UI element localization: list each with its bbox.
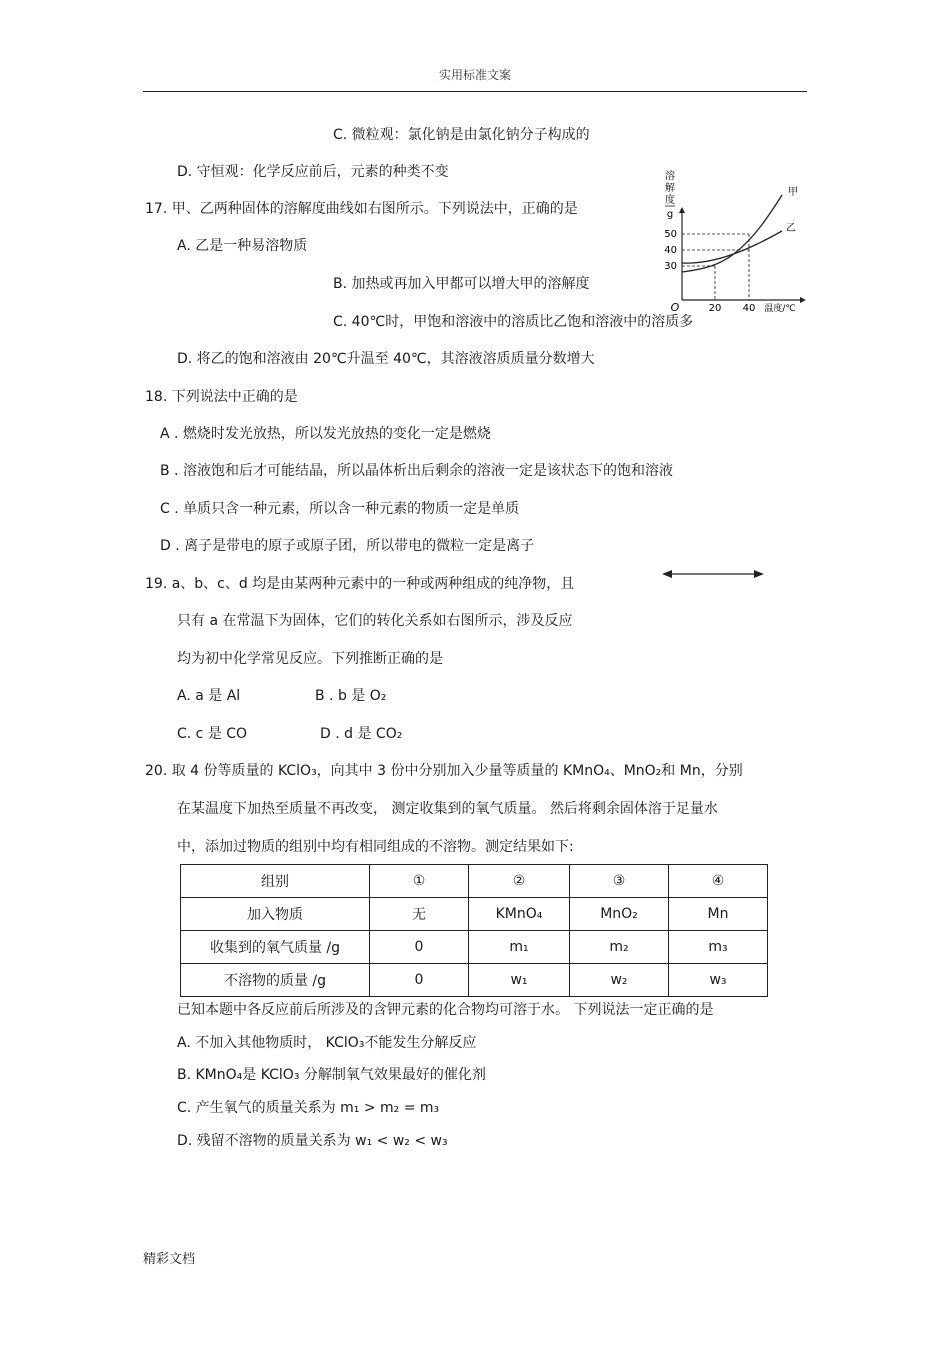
q17-option-d: D. 将乙的饱和溶液由 20℃升温至 40℃，其溶液溶质质量分数增大 [177, 351, 595, 367]
table-cell: KMnO₄ [469, 898, 570, 931]
q20-after-table-text: 已知本题中各反应前后所涉及的含钾元素的化合物均可溶于水。 下列说法一定正确的是 [177, 1002, 714, 1018]
table-header-cell: ② [469, 865, 570, 898]
page-footer: 精彩文档 [143, 1252, 196, 1267]
table-cell: m₃ [669, 931, 768, 964]
q18-option-d: D . 离子是带电的原子或原子团，所以带电的微粒一定是离子 [160, 538, 535, 554]
series-label-yi: 乙 [786, 223, 796, 234]
series-label-jia: 甲 [788, 187, 798, 198]
page-header-title: 实用标准文案 [438, 68, 511, 82]
y-tick-50: 50 [664, 229, 677, 240]
table-cell: 加入物质 [181, 898, 370, 931]
q19-stem-line-3: 均为初中化学常见反应。下列推断正确的是 [177, 651, 443, 667]
y-axis-label-char-1: 溶 [665, 171, 675, 182]
q19-stem-line-2: 只有 a 在常温下为固体，它们的转化关系如右图所示，涉及反应 [177, 613, 573, 629]
origin-label: O [670, 301, 680, 314]
q20-option-a: A. 不加入其他物质时， KClO₃不能发生分解反应 [177, 1035, 477, 1051]
double-arrow-icon [660, 567, 766, 581]
q17-stem: 17. 甲、乙两种固体的溶解度曲线如右图所示。下列说法中，正确的是 [145, 201, 578, 217]
y-axis-arrow [679, 207, 685, 213]
x-axis-arrow [800, 297, 806, 303]
curve-jia [682, 195, 782, 272]
y-axis-label-char-3: 度 [665, 195, 675, 206]
table-header-cell: ① [370, 865, 469, 898]
table-row [181, 931, 768, 964]
q20-stem-line-3: 中，添加过物质的组别中均有相同组成的不溶物。测定结果如下: [177, 839, 574, 855]
curve-yi [682, 231, 782, 263]
q18-option-a: A . 燃烧时发光放热，所以发光放热的变化一定是燃烧 [160, 426, 491, 442]
table-cell: 无 [370, 898, 469, 931]
table-cell: Mn [669, 898, 768, 931]
q19-option-c: C. c 是 CO [177, 726, 248, 742]
q20-option-c: C. 产生氧气的质量关系为 m₁ > m₂ = m₃ [177, 1100, 440, 1116]
table-header-cell: ③ [570, 865, 669, 898]
table-row [181, 964, 768, 997]
q20-option-b: B. KMnO₄是 KClO₃ 分解制氧气效果最好的催化剂 [177, 1067, 486, 1083]
table-cell: m₂ [570, 931, 669, 964]
x-tick-20: 20 [708, 303, 722, 314]
q16-option-d: D. 守恒观：化学反应前后，元素的种类不变 [177, 164, 449, 180]
table-header-cell: 组别 [181, 865, 370, 898]
q16-option-c: C. 微粒观：氯化钠是由氯化钠分子构成的 [333, 127, 590, 143]
table-cell: 收集到的氧气质量 /g [181, 931, 370, 964]
table-cell: MnO₂ [570, 898, 669, 931]
q18-stem: 18. 下列说法中正确的是 [145, 389, 298, 405]
q19-option-b: B . b 是 O₂ [315, 688, 387, 704]
y-tick-40: 40 [664, 245, 677, 256]
y-tick-30: 30 [664, 261, 677, 272]
table-row [181, 898, 768, 931]
q20-stem-line-1: 20. 取 4 份等质量的 KClO₃，向其中 3 份中分别加入少量等质量的 KMnO₄、MnO₂和 Mn，分别 [145, 763, 743, 779]
table-cell: 0 [370, 931, 469, 964]
table-cell: w₂ [570, 964, 669, 997]
table-cell: w₃ [669, 964, 768, 997]
table-cell: 不溶物的质量 /g [181, 964, 370, 997]
table-cell: 0 [370, 964, 469, 997]
table-cell: m₁ [469, 931, 570, 964]
header-divider [143, 91, 807, 92]
table-header-row [181, 865, 768, 898]
x-tick-40: 40 [742, 303, 756, 314]
x-axis-label: 温度/℃ [764, 304, 796, 314]
q20-stem-line-2: 在某温度下加热至质量不再改变， 测定收集到的氧气质量。 然后将剩余固体溶于足量水 [177, 801, 718, 817]
q18-option-c: C . 单质只含一种元素，所以含一种元素的物质一定是单质 [160, 501, 520, 517]
q18-option-b: B . 溶液饱和后才可能结晶，所以晶体析出后剩余的溶液一定是该状态下的饱和溶液 [160, 463, 673, 479]
q20-option-d: D. 残留不溶物的质量关系为 w₁ < w₂ < w₃ [177, 1133, 448, 1149]
q17-option-b: B. 加热或再加入甲都可以增大甲的溶解度 [333, 276, 590, 292]
y-axis-label-char-2: 解 [665, 183, 675, 194]
q19-option-d: D . d 是 CO₂ [320, 726, 403, 742]
q17-option-c: C. 40℃时，甲饱和溶液中的溶质比乙饱和溶液中的溶质多 [333, 314, 694, 330]
q19-stem-line-1: 19. a、b、c、d 均是由某两种元素中的一种或两种组成的纯净物，且 [145, 576, 575, 592]
y-axis-label-unit: g [666, 209, 674, 220]
results-table [180, 864, 768, 997]
solubility-curve-graph [660, 165, 810, 315]
table-cell: w₁ [469, 964, 570, 997]
q17-option-a: A. 乙是一种易溶物质 [177, 238, 308, 254]
q19-option-a: A. a 是 Al [177, 688, 241, 704]
table-header-cell: ④ [669, 865, 768, 898]
